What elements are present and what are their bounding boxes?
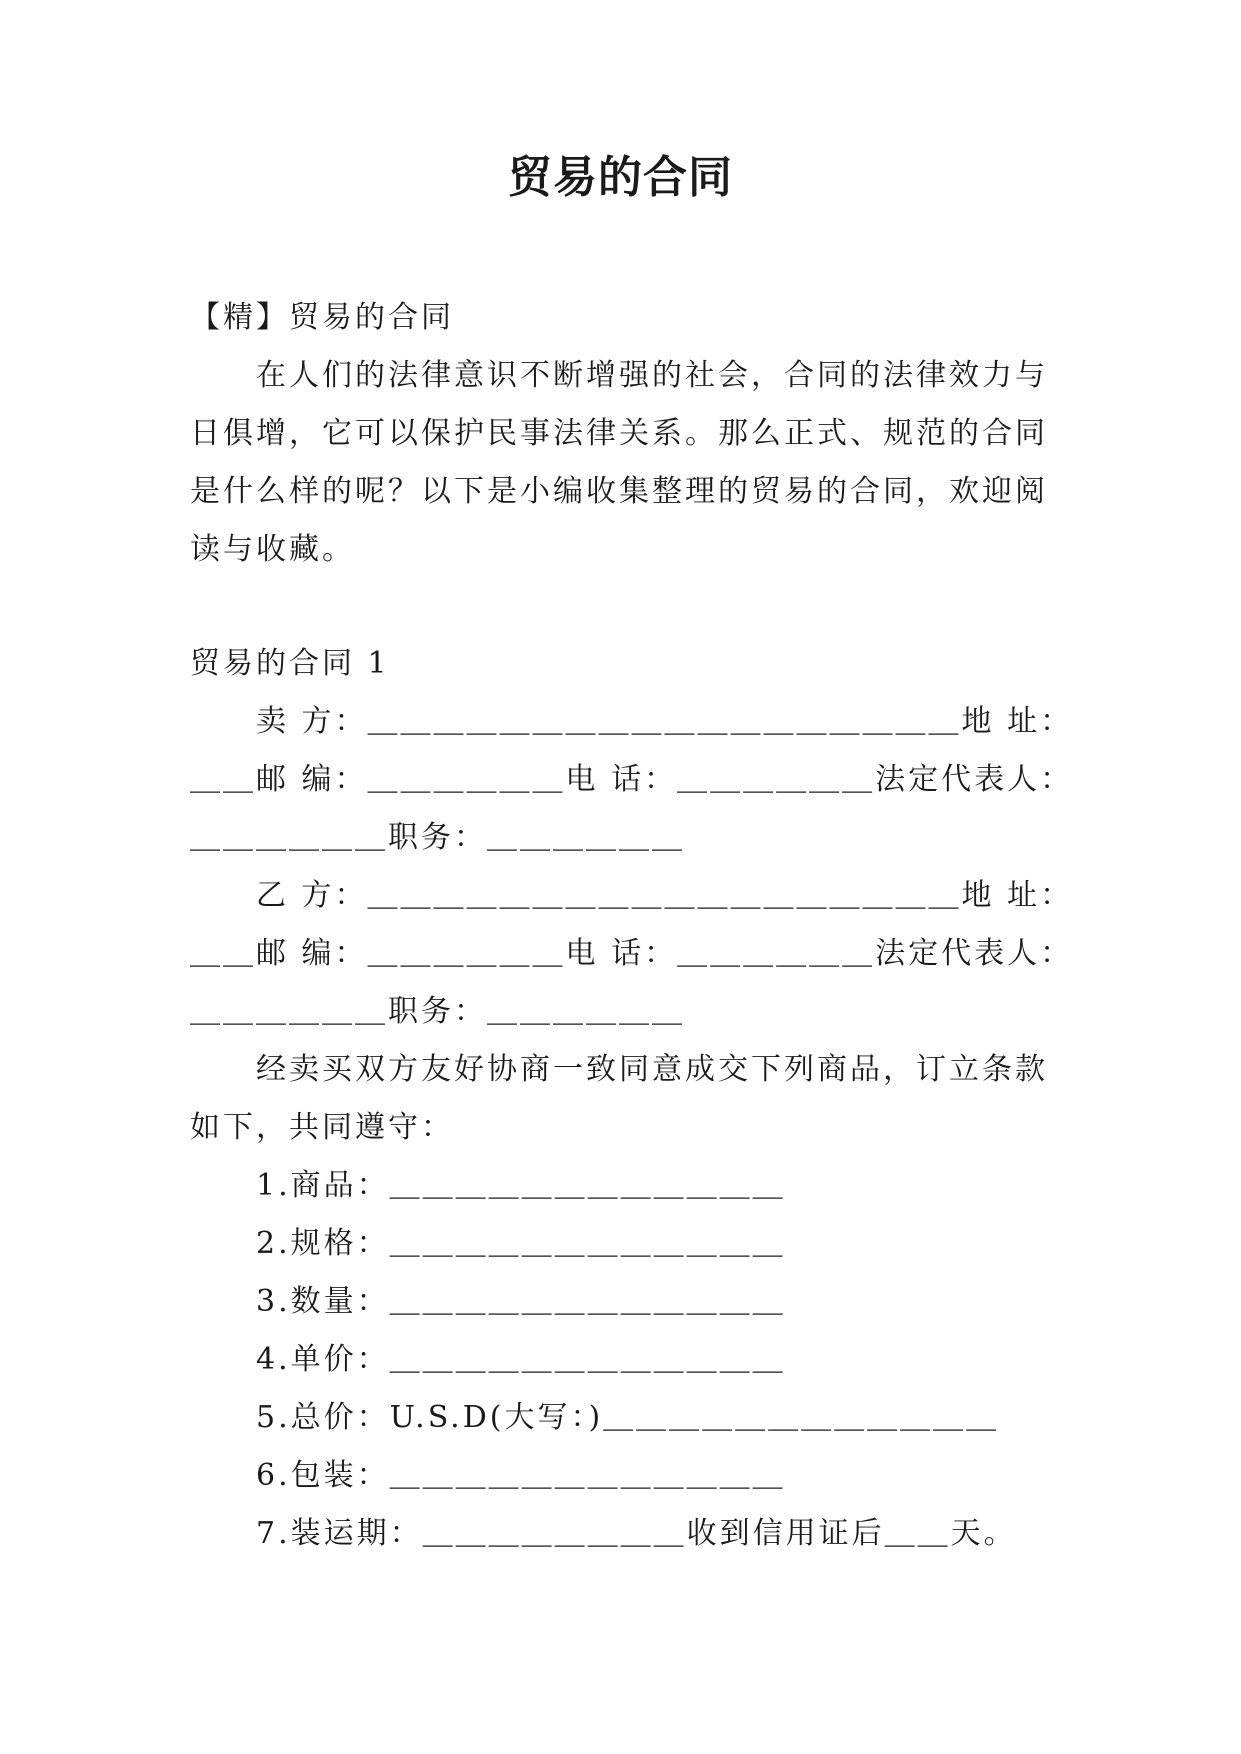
agreement-line: 经卖买双方友好协商一致同意成交下列商品，订立条款 xyxy=(256,1052,1048,1087)
clause-item: 1.商品：＿＿＿＿＿＿＿＿＿＿＿＿ xyxy=(256,1168,786,1203)
clause-item: 4.单价：＿＿＿＿＿＿＿＿＿＿＿＿ xyxy=(256,1342,786,1377)
buyer-line: ＿＿邮 编：＿＿＿＿＿＿电 话：＿＿＿＿＿＿法定代表人： xyxy=(190,936,1074,971)
agreement-line: 如下，共同遵守： xyxy=(190,1110,454,1145)
clause-item: 7.装运期：＿＿＿＿＿＿＿＿收到信用证后＿＿天。 xyxy=(256,1516,1017,1551)
clause-item: 5.总价：U.S.D(大写：)＿＿＿＿＿＿＿＿＿＿＿＿ xyxy=(256,1400,1000,1435)
buyer-line: 乙 方：＿＿＿＿＿＿＿＿＿＿＿＿＿＿＿＿＿＿地 址： xyxy=(256,878,1074,913)
intro-line: 在人们的法律意识不断增强的社会，合同的法律效力与 xyxy=(256,358,1048,393)
intro-line: 读与收藏。 xyxy=(190,532,355,567)
buyer-line: ＿＿＿＿＿＿职务：＿＿＿＿＿＿ xyxy=(190,994,685,1029)
intro-line: 日俱增，它可以保护民事法律关系。那么正式、规范的合同 xyxy=(190,416,1048,451)
seller-line: ＿＿邮 编：＿＿＿＿＿＿电 话：＿＿＿＿＿＿法定代表人： xyxy=(190,762,1074,797)
intro-line: 是什么样的呢？以下是小编收集整理的贸易的合同，欢迎阅 xyxy=(190,474,1048,509)
seller-line: 卖 方：＿＿＿＿＿＿＿＿＿＿＿＿＿＿＿＿＿＿地 址： xyxy=(256,704,1074,739)
document-title: 贸易的合同 xyxy=(508,152,733,203)
clause-item: 6.包装：＿＿＿＿＿＿＿＿＿＿＿＿ xyxy=(256,1458,786,1493)
clause-item: 3.数量：＿＿＿＿＿＿＿＿＿＿＿＿ xyxy=(256,1284,786,1319)
seller-line: ＿＿＿＿＿＿职务：＿＿＿＿＿＿ xyxy=(190,820,685,855)
clause-item: 2.规格：＿＿＿＿＿＿＿＿＿＿＿＿ xyxy=(256,1226,786,1261)
document-heading: 【精】贸易的合同 xyxy=(190,300,454,335)
section-title: 贸易的合同 1 xyxy=(190,646,390,681)
